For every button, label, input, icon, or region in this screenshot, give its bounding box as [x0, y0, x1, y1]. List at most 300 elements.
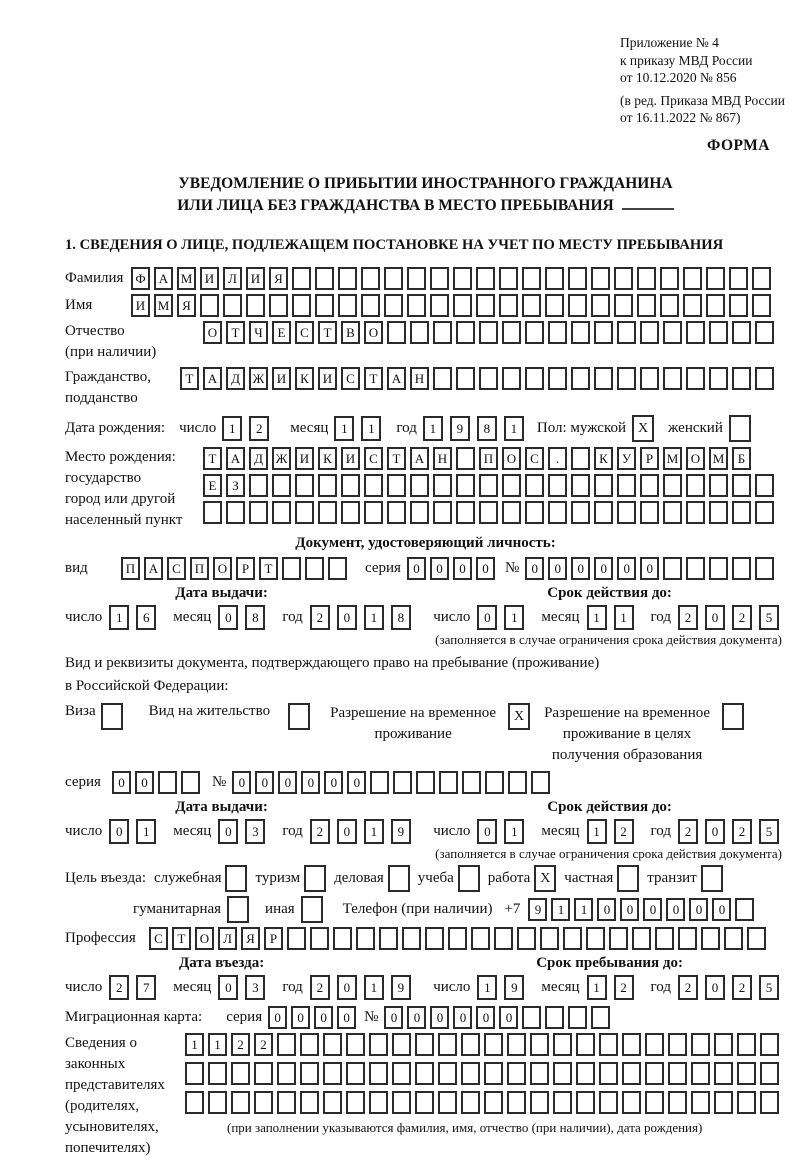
form-cell[interactable]: 0 [324, 771, 343, 794]
form-cell[interactable]: 1 [574, 898, 593, 921]
form-cell[interactable] [599, 1033, 618, 1056]
form-cell[interactable] [571, 367, 590, 390]
form-cell[interactable]: А [387, 367, 406, 390]
form-cell[interactable]: 2 [678, 819, 698, 844]
form-cell[interactable]: О [502, 447, 521, 470]
form-cell[interactable] [425, 927, 444, 950]
form-cell[interactable]: 9 [391, 819, 411, 844]
form-cell[interactable] [637, 294, 656, 317]
form-cell[interactable]: 1 [364, 605, 384, 630]
form-cell[interactable] [737, 1062, 756, 1085]
form-cell[interactable]: 0 [477, 819, 497, 844]
form-cell[interactable] [384, 267, 403, 290]
form-cell[interactable] [433, 367, 452, 390]
form-cell[interactable] [323, 1062, 342, 1085]
residence-permit-checkbox[interactable] [288, 703, 310, 730]
form-cell[interactable]: С [525, 447, 544, 470]
form-cell[interactable] [545, 267, 564, 290]
form-cell[interactable] [346, 1062, 365, 1085]
sex-female-checkbox[interactable] [729, 415, 751, 442]
form-cell[interactable]: 0 [640, 557, 659, 580]
form-cell[interactable]: 1 [334, 416, 354, 441]
form-cell[interactable] [300, 1033, 319, 1056]
form-cell[interactable] [530, 1062, 549, 1085]
form-cell[interactable] [724, 927, 743, 950]
form-cell[interactable]: Т [318, 321, 337, 344]
form-cell[interactable]: О [364, 321, 383, 344]
form-cell[interactable] [709, 367, 728, 390]
form-cell[interactable] [683, 294, 702, 317]
purpose-tourism-checkbox[interactable] [304, 865, 326, 892]
form-cell[interactable]: 3 [245, 975, 265, 1000]
form-cell[interactable]: 0 [620, 898, 639, 921]
form-cell[interactable]: 1 [504, 605, 524, 630]
form-cell[interactable]: 1 [614, 605, 634, 630]
form-cell[interactable] [328, 557, 347, 580]
form-cell[interactable] [586, 927, 605, 950]
form-cell[interactable] [453, 294, 472, 317]
form-cell[interactable] [410, 321, 429, 344]
form-cell[interactable]: Р [264, 927, 283, 950]
form-cell[interactable] [637, 267, 656, 290]
form-cell[interactable] [185, 1062, 204, 1085]
form-cell[interactable] [571, 321, 590, 344]
form-cell[interactable] [553, 1091, 572, 1114]
form-cell[interactable] [479, 321, 498, 344]
form-cell[interactable]: А [154, 267, 173, 290]
form-cell[interactable]: 0 [571, 557, 590, 580]
form-cell[interactable]: 2 [109, 975, 129, 1000]
form-cell[interactable] [617, 474, 636, 497]
form-cell[interactable] [508, 771, 527, 794]
form-cell[interactable] [678, 927, 697, 950]
form-cell[interactable] [461, 1062, 480, 1085]
form-cell[interactable]: Д [249, 447, 268, 470]
temp-permit-edu-checkbox[interactable] [722, 703, 744, 730]
form-cell[interactable] [392, 1091, 411, 1114]
form-cell[interactable]: Л [223, 267, 242, 290]
form-cell[interactable]: Ж [249, 367, 268, 390]
form-cell[interactable]: 0 [109, 819, 129, 844]
form-cell[interactable] [594, 367, 613, 390]
form-cell[interactable]: 0 [705, 605, 725, 630]
form-cell[interactable] [686, 474, 705, 497]
form-cell[interactable]: 0 [430, 557, 449, 580]
form-cell[interactable]: Ч [249, 321, 268, 344]
form-cell[interactable] [645, 1062, 664, 1085]
form-cell[interactable] [571, 447, 590, 470]
form-cell[interactable]: М [663, 447, 682, 470]
purpose-transit-checkbox[interactable] [701, 865, 723, 892]
form-cell[interactable] [430, 267, 449, 290]
form-cell[interactable] [479, 474, 498, 497]
form-cell[interactable] [415, 1062, 434, 1085]
form-cell[interactable]: 1 [504, 416, 524, 441]
form-cell[interactable] [384, 294, 403, 317]
form-cell[interactable]: 1 [136, 819, 156, 844]
form-cell[interactable] [617, 367, 636, 390]
form-cell[interactable] [548, 474, 567, 497]
form-cell[interactable]: 5 [759, 975, 779, 1000]
form-cell[interactable] [415, 1033, 434, 1056]
form-cell[interactable] [254, 1062, 273, 1085]
form-cell[interactable]: К [594, 447, 613, 470]
form-cell[interactable]: 0 [112, 771, 131, 794]
form-cell[interactable] [282, 557, 301, 580]
form-cell[interactable] [732, 367, 751, 390]
form-cell[interactable]: 0 [689, 898, 708, 921]
form-cell[interactable] [323, 1033, 342, 1056]
form-cell[interactable]: 0 [525, 557, 544, 580]
form-cell[interactable]: 1 [109, 605, 129, 630]
purpose-business-checkbox[interactable] [388, 865, 410, 892]
form-cell[interactable]: И [295, 447, 314, 470]
form-cell[interactable] [456, 474, 475, 497]
form-cell[interactable]: 0 [337, 819, 357, 844]
form-cell[interactable]: 1 [185, 1033, 204, 1056]
form-cell[interactable]: 1 [587, 819, 607, 844]
form-cell[interactable] [755, 367, 774, 390]
form-cell[interactable] [755, 321, 774, 344]
form-cell[interactable]: 0 [499, 1006, 518, 1029]
form-cell[interactable] [614, 294, 633, 317]
form-cell[interactable] [315, 267, 334, 290]
form-cell[interactable] [433, 501, 452, 524]
form-cell[interactable] [471, 927, 490, 950]
form-cell[interactable]: Р [236, 557, 255, 580]
form-cell[interactable]: А [410, 447, 429, 470]
form-cell[interactable]: 9 [450, 416, 470, 441]
form-cell[interactable] [683, 267, 702, 290]
form-cell[interactable] [456, 501, 475, 524]
form-cell[interactable] [448, 927, 467, 950]
form-cell[interactable] [416, 771, 435, 794]
form-cell[interactable]: Т [180, 367, 199, 390]
form-cell[interactable] [315, 294, 334, 317]
form-cell[interactable] [645, 1033, 664, 1056]
form-cell[interactable] [387, 321, 406, 344]
form-cell[interactable] [246, 294, 265, 317]
form-cell[interactable] [387, 474, 406, 497]
form-cell[interactable] [433, 474, 452, 497]
form-cell[interactable] [249, 501, 268, 524]
form-cell[interactable]: О [213, 557, 232, 580]
form-cell[interactable]: Е [203, 474, 222, 497]
form-cell[interactable] [479, 367, 498, 390]
form-cell[interactable]: И [272, 367, 291, 390]
form-cell[interactable] [462, 771, 481, 794]
form-cell[interactable] [387, 501, 406, 524]
form-cell[interactable]: А [203, 367, 222, 390]
form-cell[interactable] [456, 447, 475, 470]
form-cell[interactable]: 8 [391, 605, 411, 630]
form-cell[interactable] [208, 1062, 227, 1085]
form-cell[interactable] [295, 501, 314, 524]
form-cell[interactable]: 9 [528, 898, 547, 921]
form-cell[interactable] [530, 1091, 549, 1114]
form-cell[interactable]: 0 [218, 975, 238, 1000]
form-cell[interactable]: 2 [614, 819, 634, 844]
form-cell[interactable] [410, 474, 429, 497]
form-cell[interactable] [568, 267, 587, 290]
form-cell[interactable]: 8 [245, 605, 265, 630]
form-cell[interactable]: У [617, 447, 636, 470]
form-cell[interactable] [632, 927, 651, 950]
form-cell[interactable]: И [318, 367, 337, 390]
form-cell[interactable] [430, 294, 449, 317]
form-cell[interactable] [755, 557, 774, 580]
form-cell[interactable] [732, 557, 751, 580]
form-cell[interactable] [732, 501, 751, 524]
form-cell[interactable] [318, 474, 337, 497]
form-cell[interactable] [668, 1091, 687, 1114]
form-cell[interactable]: 2 [310, 975, 330, 1000]
form-cell[interactable]: В [341, 321, 360, 344]
form-cell[interactable] [499, 294, 518, 317]
visa-checkbox[interactable] [101, 703, 123, 730]
form-cell[interactable] [591, 267, 610, 290]
form-cell[interactable]: Я [177, 294, 196, 317]
form-cell[interactable]: Т [259, 557, 278, 580]
form-cell[interactable] [531, 771, 550, 794]
form-cell[interactable]: 1 [222, 416, 242, 441]
form-cell[interactable] [663, 321, 682, 344]
form-cell[interactable]: 5 [759, 605, 779, 630]
form-cell[interactable]: И [131, 294, 150, 317]
form-cell[interactable] [663, 557, 682, 580]
form-cell[interactable] [760, 1091, 779, 1114]
form-cell[interactable]: 0 [347, 771, 366, 794]
form-cell[interactable] [323, 1091, 342, 1114]
form-cell[interactable] [622, 1033, 641, 1056]
form-cell[interactable]: 1 [587, 605, 607, 630]
form-cell[interactable] [553, 1033, 572, 1056]
form-cell[interactable] [438, 1062, 457, 1085]
form-cell[interactable] [346, 1091, 365, 1114]
form-cell[interactable] [663, 367, 682, 390]
form-cell[interactable] [714, 1062, 733, 1085]
form-cell[interactable] [599, 1062, 618, 1085]
form-cell[interactable]: Т [203, 447, 222, 470]
form-cell[interactable]: 0 [384, 1006, 403, 1029]
form-cell[interactable] [735, 898, 754, 921]
form-cell[interactable] [484, 1062, 503, 1085]
form-cell[interactable] [356, 927, 375, 950]
form-cell[interactable] [484, 1091, 503, 1114]
form-cell[interactable]: 1 [587, 975, 607, 1000]
form-cell[interactable] [548, 367, 567, 390]
form-cell[interactable]: О [203, 321, 222, 344]
form-cell[interactable]: 0 [643, 898, 662, 921]
form-cell[interactable] [295, 474, 314, 497]
form-cell[interactable] [231, 1062, 250, 1085]
form-cell[interactable] [691, 1091, 710, 1114]
form-cell[interactable] [231, 1091, 250, 1114]
form-cell[interactable]: 0 [314, 1006, 333, 1029]
form-cell[interactable] [410, 501, 429, 524]
form-cell[interactable] [752, 294, 771, 317]
temp-permit-checkbox[interactable]: X [508, 703, 530, 730]
form-cell[interactable] [701, 927, 720, 950]
form-cell[interactable] [530, 1033, 549, 1056]
form-cell[interactable]: 2 [614, 975, 634, 1000]
form-cell[interactable] [655, 927, 674, 950]
form-cell[interactable] [709, 321, 728, 344]
form-cell[interactable]: 2 [678, 975, 698, 1000]
form-cell[interactable] [640, 474, 659, 497]
form-cell[interactable] [272, 474, 291, 497]
form-cell[interactable]: 1 [551, 898, 570, 921]
form-cell[interactable] [494, 927, 513, 950]
form-cell[interactable] [706, 267, 725, 290]
form-cell[interactable] [300, 1091, 319, 1114]
form-cell[interactable] [300, 1062, 319, 1085]
form-cell[interactable] [714, 1033, 733, 1056]
form-cell[interactable] [361, 294, 380, 317]
form-cell[interactable] [755, 474, 774, 497]
form-cell[interactable] [617, 501, 636, 524]
form-cell[interactable] [502, 321, 521, 344]
form-cell[interactable] [338, 267, 357, 290]
form-cell[interactable]: 0 [597, 898, 616, 921]
form-cell[interactable]: М [709, 447, 728, 470]
form-cell[interactable] [433, 321, 452, 344]
form-cell[interactable]: 0 [218, 819, 238, 844]
form-cell[interactable]: 2 [732, 605, 752, 630]
purpose-humanitarian-checkbox[interactable] [227, 896, 249, 923]
form-cell[interactable] [223, 294, 242, 317]
form-cell[interactable] [226, 501, 245, 524]
form-cell[interactable]: 0 [617, 557, 636, 580]
form-cell[interactable] [439, 771, 458, 794]
form-cell[interactable] [571, 474, 590, 497]
form-cell[interactable] [318, 501, 337, 524]
form-cell[interactable]: Т [226, 321, 245, 344]
form-cell[interactable]: 1 [423, 416, 443, 441]
form-cell[interactable] [752, 267, 771, 290]
form-cell[interactable] [277, 1062, 296, 1085]
form-cell[interactable]: С [149, 927, 168, 950]
form-cell[interactable]: 1 [361, 416, 381, 441]
form-cell[interactable] [691, 1033, 710, 1056]
form-cell[interactable]: 0 [337, 975, 357, 1000]
form-cell[interactable] [663, 474, 682, 497]
form-cell[interactable]: П [190, 557, 209, 580]
form-cell[interactable]: 9 [504, 975, 524, 1000]
form-cell[interactable]: С [364, 447, 383, 470]
form-cell[interactable] [760, 1033, 779, 1056]
form-cell[interactable] [709, 501, 728, 524]
form-cell[interactable] [392, 1033, 411, 1056]
form-cell[interactable] [522, 1006, 541, 1029]
form-cell[interactable]: 0 [453, 557, 472, 580]
form-cell[interactable] [525, 501, 544, 524]
form-cell[interactable] [502, 474, 521, 497]
form-cell[interactable] [476, 294, 495, 317]
form-cell[interactable]: О [195, 927, 214, 950]
form-cell[interactable]: 2 [732, 819, 752, 844]
form-cell[interactable] [747, 927, 766, 950]
form-cell[interactable] [369, 1091, 388, 1114]
form-cell[interactable]: Л [218, 927, 237, 950]
form-cell[interactable]: . [548, 447, 567, 470]
form-cell[interactable]: С [341, 367, 360, 390]
form-cell[interactable] [594, 321, 613, 344]
form-cell[interactable]: 0 [301, 771, 320, 794]
form-cell[interactable]: 1 [504, 819, 524, 844]
form-cell[interactable] [709, 557, 728, 580]
form-cell[interactable] [660, 294, 679, 317]
form-cell[interactable] [502, 501, 521, 524]
form-cell[interactable] [479, 501, 498, 524]
form-cell[interactable] [729, 294, 748, 317]
form-cell[interactable] [714, 1091, 733, 1114]
form-cell[interactable]: 5 [759, 819, 779, 844]
form-cell[interactable] [287, 927, 306, 950]
form-cell[interactable] [249, 474, 268, 497]
form-cell[interactable] [453, 267, 472, 290]
form-cell[interactable] [369, 1062, 388, 1085]
form-cell[interactable]: К [318, 447, 337, 470]
form-cell[interactable]: Н [433, 447, 452, 470]
form-cell[interactable]: 8 [477, 416, 497, 441]
purpose-private-checkbox[interactable] [617, 865, 639, 892]
form-cell[interactable]: М [177, 267, 196, 290]
form-cell[interactable]: 2 [310, 605, 330, 630]
form-cell[interactable]: Ж [272, 447, 291, 470]
form-cell[interactable]: З [226, 474, 245, 497]
form-cell[interactable] [591, 294, 610, 317]
form-cell[interactable]: 0 [666, 898, 685, 921]
form-cell[interactable] [158, 771, 177, 794]
form-cell[interactable]: П [121, 557, 140, 580]
form-cell[interactable] [609, 927, 628, 950]
form-cell[interactable]: И [200, 267, 219, 290]
form-cell[interactable] [254, 1091, 273, 1114]
form-cell[interactable] [208, 1091, 227, 1114]
form-cell[interactable] [709, 474, 728, 497]
form-cell[interactable] [571, 501, 590, 524]
form-cell[interactable] [341, 501, 360, 524]
form-cell[interactable] [594, 474, 613, 497]
form-cell[interactable] [737, 1033, 756, 1056]
form-cell[interactable]: П [479, 447, 498, 470]
form-cell[interactable] [402, 927, 421, 950]
form-cell[interactable] [438, 1033, 457, 1056]
form-cell[interactable]: Е [272, 321, 291, 344]
form-cell[interactable]: 0 [268, 1006, 287, 1029]
form-cell[interactable] [545, 1006, 564, 1029]
form-cell[interactable] [617, 321, 636, 344]
form-cell[interactable]: 9 [391, 975, 411, 1000]
form-cell[interactable] [553, 1062, 572, 1085]
form-cell[interactable] [663, 501, 682, 524]
form-cell[interactable] [407, 294, 426, 317]
form-cell[interactable] [507, 1033, 526, 1056]
form-cell[interactable] [370, 771, 389, 794]
form-cell[interactable] [461, 1033, 480, 1056]
form-cell[interactable]: 0 [476, 1006, 495, 1029]
form-cell[interactable] [292, 294, 311, 317]
form-cell[interactable]: 7 [136, 975, 156, 1000]
form-cell[interactable] [522, 294, 541, 317]
form-cell[interactable]: Т [172, 927, 191, 950]
purpose-other-checkbox[interactable] [301, 896, 323, 923]
form-cell[interactable] [369, 1033, 388, 1056]
form-cell[interactable] [640, 501, 659, 524]
form-cell[interactable]: 0 [476, 557, 495, 580]
form-cell[interactable] [686, 321, 705, 344]
